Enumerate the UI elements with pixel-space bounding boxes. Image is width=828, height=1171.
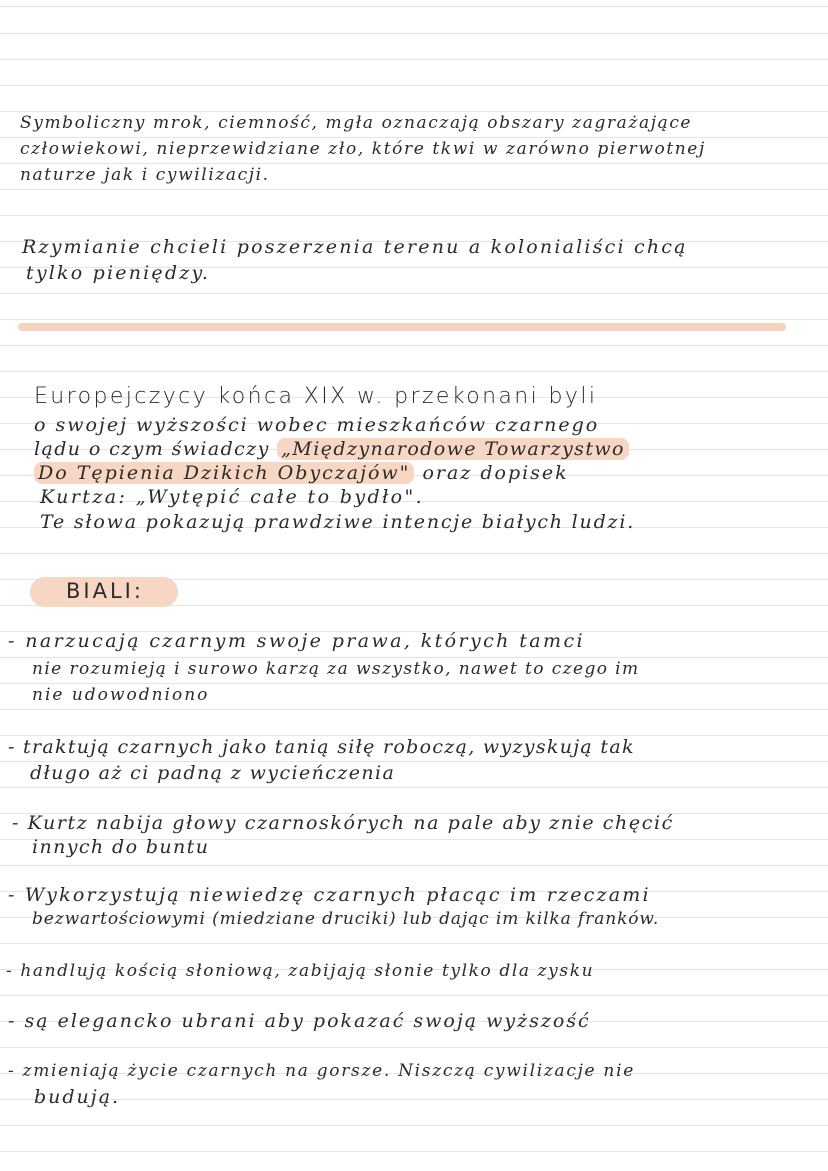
highlight-organization-name-cont: Do Tępienia Dzikich Obyczajów" — [34, 462, 414, 484]
highlight-organization-name: „Międzynarodowe Towarzystwo — [277, 438, 629, 460]
para1-line1: Symboliczny mrok, ciemność, mgła oznaczają obszary zagrażające — [20, 113, 693, 133]
para1-line2: człowiekowi, nieprzewidziane zło, które tkwi w zarówno pierwotnej — [20, 139, 706, 159]
bullet-3-line2: innych do buntu — [32, 836, 210, 858]
bullet-7-line2: budują. — [34, 1086, 121, 1108]
bullet-4-line1: - Wykorzystują niewiedzę czarnych płacąc im rzeczami — [8, 884, 651, 906]
bullet-1-line3: nie udowodniono — [32, 685, 210, 705]
para3-line2: o swojej wyższości wobec mieszkańców czarnego — [34, 414, 600, 436]
bullet-2-line2: długo aż ci padną z wycieńczenia — [30, 762, 396, 784]
para3-line1: Europejczycy końca XIX w. przekonani byli — [34, 384, 598, 409]
bullet-1-line1: - narzucają czarnym swoje prawa, których tamci — [8, 630, 585, 652]
bullet-6-line1: - są elegancko ubrani aby pokazać swoją wyższość — [8, 1010, 591, 1032]
bullet-4-line2: bezwartościowymi (miedziane druciki) lub dając im kilka franków. — [32, 909, 660, 929]
para3-line4-text: oraz dopisek — [414, 462, 569, 484]
section-label-biali — [30, 577, 178, 607]
para3-line5: Kurtza: „Wytępić całe to bydło". — [40, 486, 425, 508]
bullet-2-line1: - traktują czarnych jako tanią siłę roboczą, wyzyskują tak — [8, 736, 635, 758]
para3-line6: Te słowa pokazują prawdziwe intencje białych ludzi. — [40, 511, 636, 533]
bullet-1-line2: nie rozumieją i surowo karzą za wszystko, nawet to czego im — [32, 659, 640, 679]
para1-line3: naturze jak i cywilizacji. — [20, 165, 270, 185]
para2-line1: Rzymianie chcieli poszerzenia terenu a kolonialiści chcą — [22, 236, 688, 258]
section-divider — [18, 323, 786, 331]
bullet-3-line1: - Kurtz nabija głowy czarnoskórych na pale aby znie chęcić — [12, 812, 674, 834]
bullet-5-line1: - handlują kością słoniową, zabijają słonie tylko dla zysku — [6, 961, 595, 981]
para3-line3-text: lądu o czym świadczy — [34, 438, 278, 460]
para3-line3 — [34, 438, 629, 460]
para2-line2: tylko pieniędzy. — [26, 262, 211, 284]
section-label-text: BIALI: — [66, 579, 144, 603]
para3-line4 — [34, 462, 569, 484]
bullet-7-line1: - zmieniają życie czarnych na gorsze. Niszczą cywilizacje nie — [8, 1061, 635, 1081]
